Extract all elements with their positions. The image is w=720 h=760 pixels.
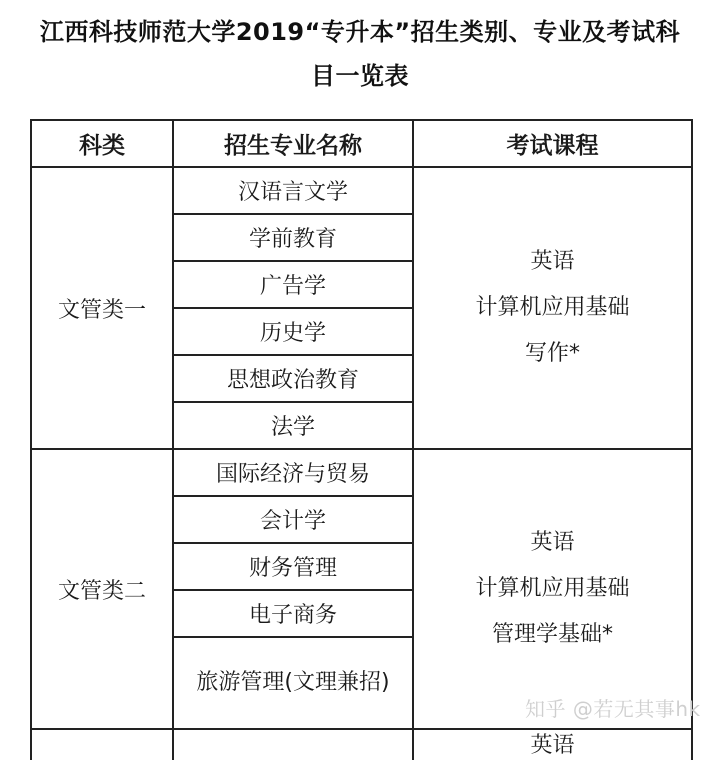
major-cell: 会计学	[173, 496, 413, 543]
exam-item: 英语	[530, 530, 575, 555]
watermark: 知乎 @若无其事hk	[525, 697, 701, 721]
table-row	[31, 167, 692, 214]
header-row	[31, 120, 692, 167]
category-cell	[31, 729, 173, 760]
major-cell: 财务管理	[173, 543, 413, 590]
title-line-2: 目一览表	[311, 62, 409, 90]
admission-table	[30, 119, 693, 760]
major-cell: 思想政治教育	[173, 355, 413, 402]
title-line-1: 江西科技师范大学2019“专升本”招生类别、专业及考试科	[39, 18, 681, 46]
major-cell: 学前教育	[173, 214, 413, 261]
page-title	[0, 10, 720, 98]
exam-item: 计算机应用基础	[475, 295, 630, 320]
exam-cell	[413, 449, 692, 729]
major-cell: 历史学	[173, 308, 413, 355]
major-cell: 汉语言文学	[173, 167, 413, 214]
major-cell: 国际经济与贸易	[173, 449, 413, 496]
exam-item: 管理学基础*	[491, 622, 613, 647]
major-cell: 广告学	[173, 261, 413, 308]
header-category: 科类	[31, 120, 173, 167]
major-cell	[173, 729, 413, 760]
table-row-partial	[31, 729, 692, 760]
exam-cell: 英语	[413, 729, 692, 760]
exam-item: 写作*	[524, 341, 580, 366]
major-cell: 旅游管理(文理兼招)	[173, 637, 413, 729]
category-cell: 文管类二	[31, 449, 173, 729]
header-exam: 考试课程	[413, 120, 692, 167]
exam-item: 英语	[530, 249, 575, 274]
exam-cell	[413, 167, 692, 449]
major-cell: 法学	[173, 402, 413, 449]
exam-item: 计算机应用基础	[475, 576, 630, 601]
table-row	[31, 449, 692, 496]
header-major: 招生专业名称	[173, 120, 413, 167]
category-cell: 文管类一	[31, 167, 173, 449]
major-cell: 电子商务	[173, 590, 413, 637]
